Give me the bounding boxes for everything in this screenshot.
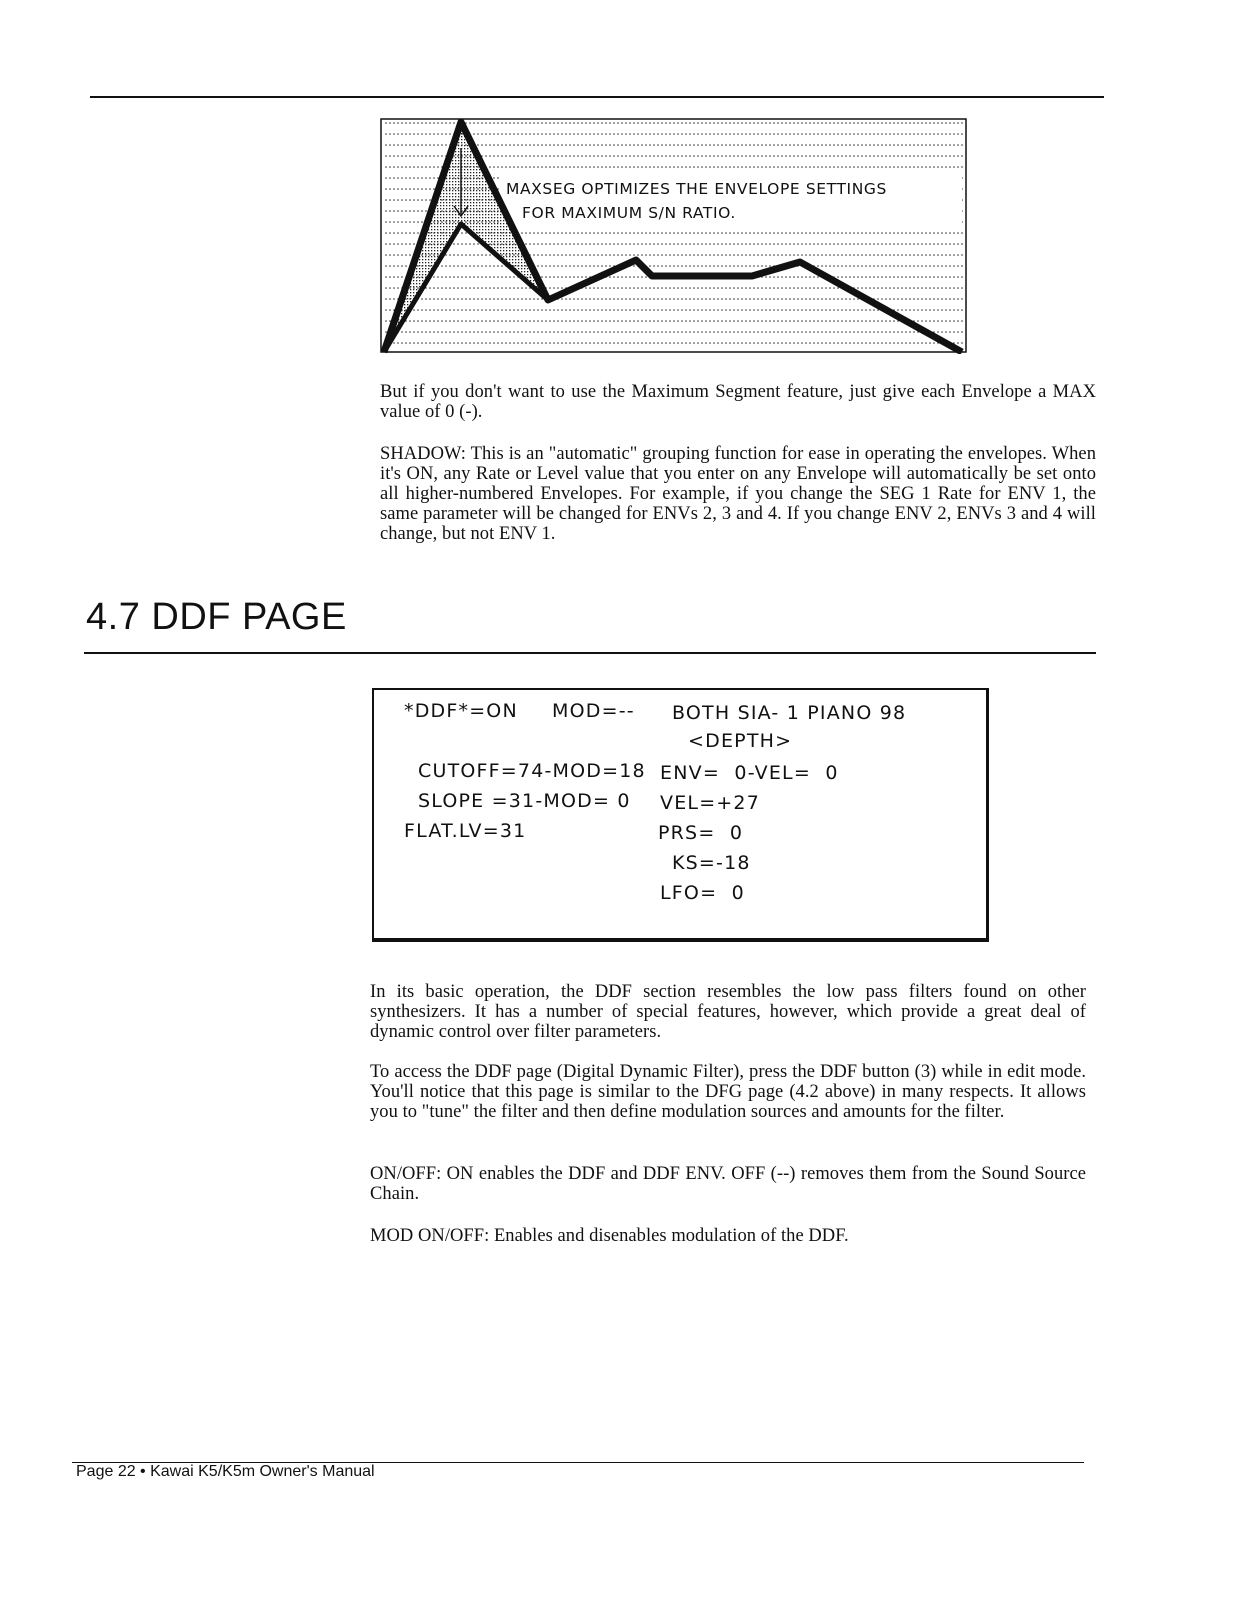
paragraph-shadow: SHADOW: This is an "automatic" grouping function for ease in operating the envelopes. When it's ON, any Rate or Level value that you enter on any Envelope will automatically be set onto all higher-numbered Envelopes. For example, if you change the SEG 1 Rate for ENV 1, the same parameter will be changed for ENVs 2, 3 and 4. If you change ENV 2, ENVs 3 and 4 will change, but not ENV 1. <box>380 444 1096 544</box>
figure-caption-line1: MAXSEG OPTIMIZES THE ENVELOPE SETTINGS <box>506 180 887 198</box>
lcd-flat-level: FLAT.LV=31 <box>404 820 527 842</box>
section-rule <box>84 652 1096 654</box>
paragraph-access-ddf: To access the DDF page (Digital Dynamic Filter), press the DDF button (3) while in edit mode. You'll notice that this page is similar to the DFG page (4.2 above) in many respects. It allows you to "tune" the filter and then define modulation sources and amounts for the filter. <box>370 1062 1086 1122</box>
lcd-prs-depth: PRS= 0 <box>658 822 744 844</box>
lcd-lfo-depth: LFO= 0 <box>660 882 745 904</box>
top-rule <box>90 96 1104 98</box>
figure-caption-line2: FOR MAXIMUM S/N RATIO. <box>522 204 736 222</box>
section-title: 4.7 DDF PAGE <box>86 596 347 638</box>
lcd-vel-depth: VEL=+27 <box>660 792 761 814</box>
lcd-ddf-status: *DDF*=ON <box>404 700 518 722</box>
paragraph-basic-operation: In its basic operation, the DDF section resembles the low pass filters found on other synthesizers. It has a number of special features, however, which provide a great deal of dynamic control over filter parameters. <box>370 982 1086 1042</box>
ddf-lcd-display <box>372 688 989 942</box>
lcd-patch-name: BOTH SIA- 1 PIANO 98 <box>672 702 907 724</box>
lcd-depth-label: <DEPTH> <box>688 730 793 752</box>
page-footer: Page 22 • Kawai K5/K5m Owner's Manual <box>76 1463 375 1480</box>
lcd-slope: SLOPE =31-MOD= 0 <box>418 790 631 812</box>
lcd-cutoff: CUTOFF=74-MOD=18 <box>418 760 646 782</box>
lcd-env-depth: ENV= 0-VEL= 0 <box>660 762 839 784</box>
paragraph-on-off: ON/OFF: ON enables the DDF and DDF ENV. OFF (--) removes them from the Sound Source Chain. <box>370 1164 1086 1204</box>
lcd-ks-depth: KS=-18 <box>672 852 751 874</box>
paragraph-max-segment: But if you don't want to use the Maximum Segment feature, just give each Envelope a MAX value of 0 (-). <box>380 382 1096 422</box>
paragraph-mod-on-off: MOD ON/OFF: Enables and disenables modulation of the DDF. <box>370 1226 849 1246</box>
maxseg-envelope-figure <box>380 118 968 354</box>
lcd-mod-status: MOD=-- <box>552 700 635 722</box>
